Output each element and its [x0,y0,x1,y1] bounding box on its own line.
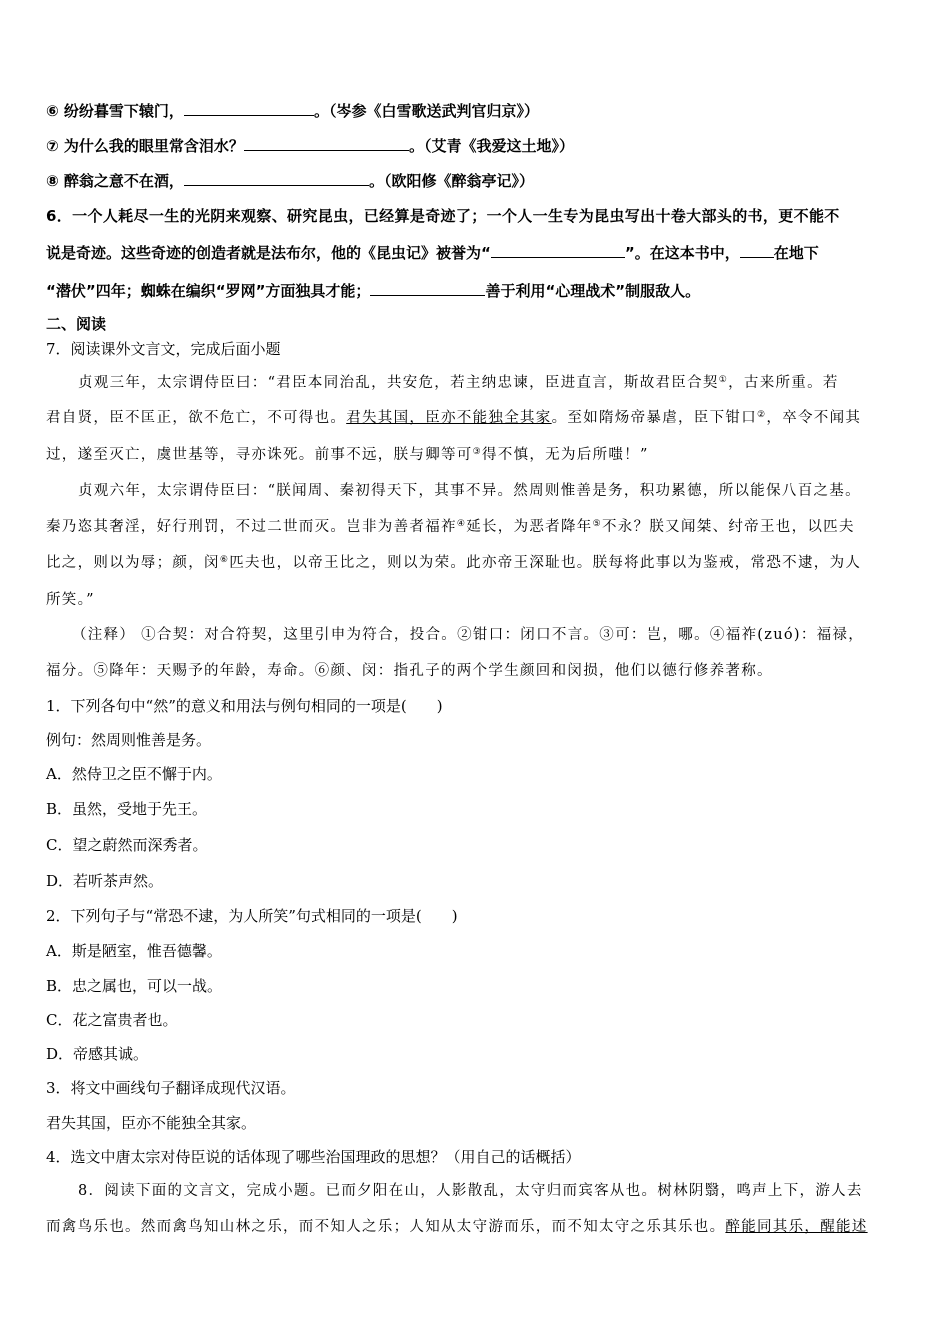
option-d[interactable]: D．若听茶声然。 [46,872,164,890]
fill-item-7-suffix: 。（艾青《我爱这土地》） [408,137,574,155]
option-b[interactable]: B．虽然，受地于先王。 [46,800,208,818]
answer-blank[interactable] [244,135,409,151]
passage-text: 比之，则以为辱；颜，闵 [46,555,220,571]
fill-item-6-suffix: 。（岑参《白雪歌送武判官归京》） [313,102,539,120]
footnote-mark: ⑤ [592,519,602,529]
question-6-text: “潜伏”四年；蜘蛛在编织“罗网”方面独具才能； [46,282,371,300]
notes-line: （注释） ①合契：对合符契，这里引申为符合，投合。②钳口：闭口不言。③可：岂，哪。④福祚(zuó)：福禄， [72,627,865,643]
passage-line [46,516,906,538]
answer-blank[interactable] [491,242,625,258]
passage-line: 所笑。” [46,592,95,608]
passage-line: 贞观六年，太宗谓侍臣曰：“朕闻周、秦初得天下，其事不异。然周则惟善是务，积功累德，所以能保八百之基。 [78,483,861,499]
underlined-sentence: 君失其国，臣亦不能独全其家 [346,410,552,426]
passage-text: 得不慎，无为后所嗤！” [481,447,649,463]
question-3: 3．将文中画线句子翻译成现代汉语。 [46,1079,296,1097]
question-1-example: 例句：然周则惟善是务。 [46,731,212,749]
section-heading: 二、阅读 [46,315,107,333]
answer-blank[interactable] [370,280,485,296]
option-a[interactable]: A．斯是陋室，惟吾德馨。 [46,942,222,960]
question-6-text: 在地下 [773,244,819,262]
passage-text: 不永？朕又闻桀、纣帝王也，以匹夫 [601,519,855,535]
fill-item-8-prefix: ⑧ 醉翁之意不在酒， [46,172,184,190]
passage-text: 。至如隋炀帝暴虐，臣下钳口 [551,410,758,426]
option-c[interactable]: C．花之富贵者也。 [46,1011,178,1029]
footnote-mark: ③ [472,447,482,457]
option-b[interactable]: B．忠之属也，可以一战。 [46,977,223,995]
footnote-mark: ① [718,375,729,385]
passage-line [78,372,938,394]
passage-text: 延长，为恶者降年 [466,519,593,535]
underlined-sentence: 醉能同其乐，醒能述 [725,1219,868,1235]
answer-blank[interactable] [184,100,314,116]
question-6-text: 说是奇迹。这些奇迹的创造者就是法布尔，他的《昆虫记》被誉为“ [46,244,491,262]
passage-text: 君自贤，臣不匡正，欲不危亡，不可得也。 [46,410,347,426]
footnote-mark: ④ [456,519,467,529]
option-a[interactable]: A．然侍卫之臣不懈于内。 [46,765,222,783]
question-1: 1．下列各句中“然”的意义和用法与例句相同的一项是( ) [46,697,443,715]
footnote-mark: ⑥ [219,555,230,565]
answer-blank[interactable] [184,170,369,186]
passage-text: 贞观三年，太宗谓侍臣曰：“君臣本同治乱，共安危，若主纳忠谏，臣进直言，斯故君臣合契 [78,375,719,391]
fill-item-6-prefix: ⑥ 纷纷暮雪下辕门， [46,102,184,120]
footnote-mark: ② [757,410,767,420]
fill-item-7-prefix: ⑦ 为什么我的眼里常含泪水？ [46,137,244,155]
passage-text: 过，遂至灭亡，虞世基等，寻亦诛死。前事不远，朕与卿等可 [46,447,473,463]
question-6-text: 善于利用“心理战术”制服敌人。 [485,282,701,300]
answer-blank[interactable] [740,242,774,258]
passage-text: 匹夫也，以帝王比之，则以为荣。此亦帝王深耻也。朕每将此事以为鉴戒，常恐不逮，为人 [229,555,862,571]
fill-item-6 [46,100,906,122]
option-c[interactable]: C．望之蔚然而深秀者。 [46,836,208,854]
question-3-sentence: 君失其国，臣亦不能独全其家。 [46,1114,257,1132]
passage-text: 而禽鸟乐也。然而禽鸟知山林之乐，而不知人之乐；人知从太守游而乐，而不知太守之乐其乐也。 [46,1219,726,1235]
question-8-line-2 [46,1216,906,1238]
question-6-text: ”。在这本书中， [624,244,740,262]
question-2: 2．下列句子与“常恐不逮，为人所笑”句式相同的一项是( ) [46,907,458,925]
fill-item-7 [46,135,906,157]
passage-line [46,407,906,429]
question-6-line-3 [46,280,906,302]
fill-item-8 [46,170,906,192]
passage-line [46,444,906,466]
option-d[interactable]: D．帝感其诚。 [46,1045,149,1063]
passage-text: 秦乃恣其奢淫，好行刑罚，不过二世而灭。岂非为善者福祚 [46,519,457,535]
fill-item-8-suffix: 。（欧阳修《醉翁亭记》） [368,172,534,190]
question-6-line-1: 6．一个人耗尽一生的光阴来观察、研究昆虫，已经算是奇迹了；一个人一生专为昆虫写出十卷大部头的书，更不能不 [46,207,840,225]
question-8-line-1: 8．阅读下面的文言文，完成小题。已而夕阳在山，人影散乱，太守归而宾客从也。树林阴翳，鸣声上下，游人去 [78,1183,863,1199]
passage-text: ，古来所重。若 [728,375,839,391]
passage-line [46,552,906,574]
notes-line: 福分。⑤降年：天赐予的年龄，寿命。⑥颜、闵：指孔子的两个学生颜回和闵损，他们以德行修养著称。 [46,663,773,679]
question-7-intro: 7．阅读课外文言文，完成后面小题 [46,340,281,358]
question-4: 4．选文中唐太宗对侍臣说的话体现了哪些治国理政的思想？（用自己的话概括） [46,1148,581,1166]
passage-text: ，卒令不闻其 [766,410,862,426]
question-6-line-2 [46,242,906,264]
